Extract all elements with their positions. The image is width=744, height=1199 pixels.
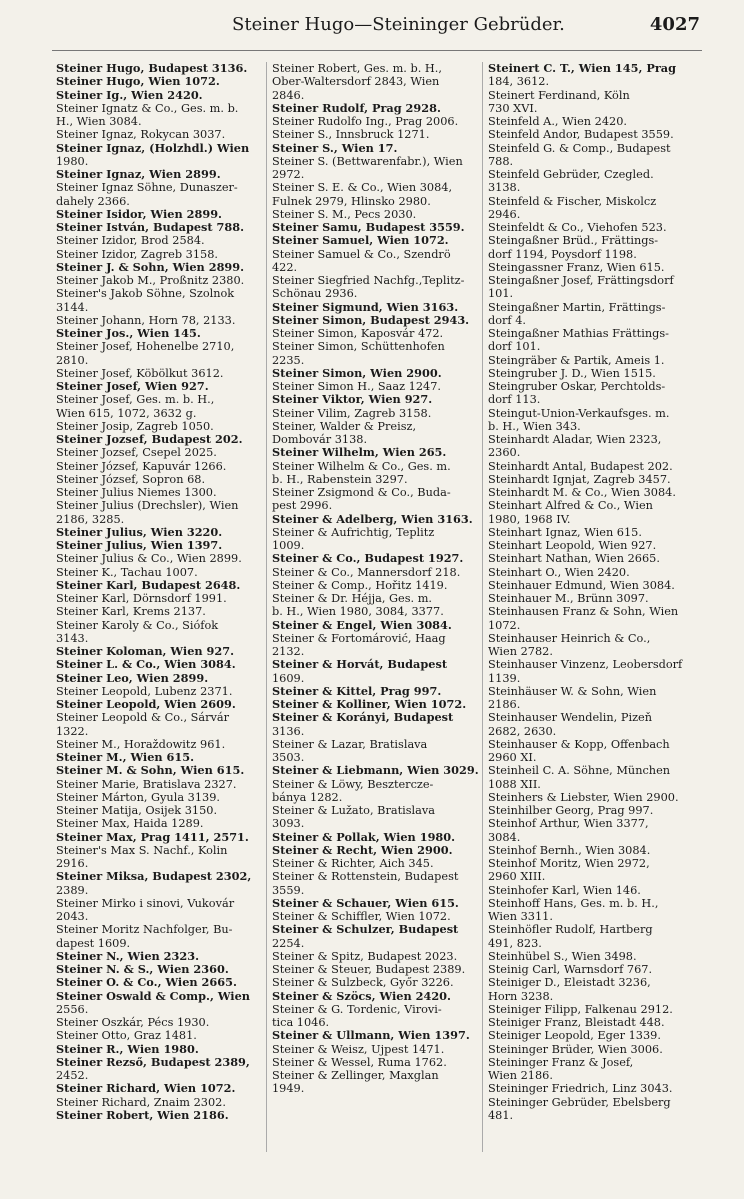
- directory-line: Steiner Marie, Bratislava 2327.: [56, 777, 237, 791]
- directory-line: 1009.: [272, 539, 305, 552]
- directory-line: Steinhäuser W. & Sohn, Wien: [488, 684, 657, 698]
- header-rule: [52, 50, 702, 51]
- directory-line: Steiner & Lužato, Bratislava: [272, 804, 436, 817]
- directory-line: Steiner Siegfried Nachfg.,Teplitz-: [272, 274, 465, 287]
- directory-line: Steiner Wilhelm, Wien 265.: [272, 446, 447, 460]
- directory-line: Steiner & Löwy, Besztercze-: [272, 777, 434, 791]
- directory-line: Steiner József, Sopron 68.: [56, 472, 206, 486]
- directory-line: Steiner Vilim, Zagreb 3158.: [272, 406, 432, 420]
- directory-line: Steiner Robert, Ges. m. b. H.,: [272, 62, 442, 75]
- directory-line: 1980, 1968 IV.: [488, 512, 571, 526]
- directory-line: Steiner & Co., Mannersdorf 218.: [272, 565, 461, 579]
- directory-line: Steingut-Union-Verkaufsges. m.: [488, 406, 670, 420]
- directory-line: Steiner & Spitz, Budapest 2023.: [272, 949, 458, 963]
- directory-line: 2186, 3285.: [56, 512, 125, 526]
- directory-line: 730 XVI.: [488, 101, 538, 115]
- directory-line: Wien 3311.: [488, 910, 553, 923]
- directory-line: Steiner Jozsef, Budapest 202.: [56, 433, 243, 446]
- directory-line: Steinfeld G. & Comp., Budapest: [488, 141, 671, 155]
- directory-line: Steiner & Weisz, Ujpest 1471.: [272, 1042, 445, 1056]
- directory-line: Steiner Ignaz, Rokycan 3037.: [56, 128, 226, 142]
- directory-line: Steiner & Adelberg, Wien 3163.: [272, 512, 473, 526]
- directory-line: Steiner Jozsef, Csepel 2025.: [56, 446, 217, 460]
- directory-line: Steiner Wilhelm & Co., Ges. m.: [272, 459, 451, 473]
- directory-line: Steiner Izidor, Brod 2584.: [56, 234, 205, 248]
- directory-line: Steiner S., Innsbruck 1271.: [272, 128, 430, 142]
- directory-line: Steiner & Horvát, Budapest: [272, 658, 448, 672]
- page-number: 4027: [649, 14, 700, 35]
- directory-line: Steinhart Leopold, Wien 927.: [488, 539, 657, 552]
- directory-line: 184, 3612.: [488, 75, 550, 89]
- directory-line: Steiner & Schiffler, Wien 1072.: [272, 910, 451, 923]
- directory-line: Steinhardt Ignjat, Zagreb 3457.: [488, 472, 671, 486]
- directory-line: Steiner & Fortomárović, Haag: [272, 631, 446, 645]
- directory-line: Steiner Karl, Dörnsdorf 1991.: [56, 592, 227, 605]
- directory-line: Steiner S., Wien 17.: [272, 141, 398, 155]
- directory-line: pest 2996.: [272, 499, 333, 513]
- directory-line: Steiner Ignaz, (Holzhdl.) Wien: [56, 141, 250, 155]
- column-2: [272, 62, 484, 1096]
- directory-line: Steiner Samuel, Wien 1072.: [272, 234, 449, 248]
- directory-line: b. H., Rabenstein 3297.: [272, 472, 408, 486]
- directory-line: b. H., Wien 343.: [488, 419, 581, 433]
- directory-line: 1609.: [272, 671, 305, 685]
- directory-line: Steiner & Wessel, Ruma 1762.: [272, 1055, 447, 1069]
- directory-line: dorf 101.: [488, 340, 541, 354]
- directory-line: Steinhauser Vinzenz, Leobersdorf: [488, 658, 683, 672]
- directory-line: Steinhardt Antal, Budapest 202.: [488, 459, 673, 473]
- directory-line: Steiner Simon, Wien 2900.: [272, 366, 442, 380]
- directory-line: Steiniger Filipp, Falkenau 2912.: [488, 1002, 673, 1016]
- directory-line: Steiner Viktor, Wien 927.: [272, 393, 433, 407]
- directory-line: Steinhauer Edmund, Wien 3084.: [488, 578, 675, 592]
- directory-line: 2186.: [488, 698, 521, 711]
- directory-line: 2682, 2630.: [488, 724, 557, 738]
- directory-line: 2946.: [488, 207, 521, 221]
- directory-line: tica 1046.: [272, 1016, 330, 1029]
- directory-line: Steiner's Jakob Söhne, Szolnok: [56, 287, 235, 301]
- directory-line: 3144.: [56, 300, 89, 314]
- directory-line: Steinfeldt & Co., Viehofen 523.: [488, 221, 667, 234]
- directory-line: 3143.: [56, 631, 89, 645]
- directory-line: Steiner O. & Co., Wien 2665.: [56, 976, 237, 990]
- directory-line: Steiner Karl, Krems 2137.: [56, 605, 206, 619]
- directory-line: Steiner Ignaz Söhne, Dunaszer-: [56, 181, 238, 195]
- directory-line: 2132.: [272, 645, 305, 658]
- directory-line: Steiner Julius, Wien 3220.: [56, 525, 223, 539]
- directory-line: Steiner Leopold & Co., Sárvár: [56, 711, 230, 725]
- directory-line: Steinig Carl, Warnsdorf 767.: [488, 963, 653, 976]
- directory-line: Steiner & Kittel, Prag 997.: [272, 684, 442, 698]
- directory-line: Steiner, Walder & Preisz,: [272, 419, 417, 433]
- directory-line: Steinheil C. A. Söhne, München: [488, 764, 671, 778]
- directory-line: Steiner Izidor, Zagreb 3158.: [56, 247, 218, 261]
- directory-line: dorf 113.: [488, 393, 541, 407]
- directory-line: Steiner Richard, Znaim 2302.: [56, 1095, 226, 1109]
- directory-line: Steiner Josef, Hohenelbe 2710,: [56, 340, 235, 354]
- directory-line: Steingassner Franz, Wien 615.: [488, 260, 665, 274]
- directory-line: Steiner Rezső, Budapest 2389,: [56, 1055, 250, 1069]
- directory-line: Steiner & Engel, Wien 3084.: [272, 618, 452, 632]
- directory-line: 3084.: [488, 830, 521, 844]
- directory-line: Steinhardt Aladar, Wien 2323,: [488, 433, 662, 446]
- directory-line: Steiner Julius Niemes 1300.: [56, 486, 217, 499]
- directory-line: Steiner Hugo, Wien 1072.: [56, 75, 220, 89]
- directory-line: Steiner & Rottenstein, Budapest: [272, 870, 459, 884]
- directory-line: Steinhöfler Rudolf, Hartberg: [488, 923, 653, 937]
- directory-line: Steingruber Oskar, Perchtolds-: [488, 380, 666, 393]
- directory-line: Steiner Rudolf, Prag 2928.: [272, 101, 441, 115]
- directory-line: Steinhart Nathan, Wien 2665.: [488, 552, 660, 566]
- directory-line: Steinhauser Heinrich & Co.,: [488, 631, 651, 645]
- directory-line: Steiner M., Wien 615.: [56, 751, 195, 764]
- directory-line: Steiner Karoly & Co., Siófok: [56, 618, 219, 632]
- directory-line: Steiner Simon, Schüttenhofen: [272, 340, 445, 354]
- column-3: [488, 62, 700, 1122]
- directory-line: 2960 XIII.: [488, 870, 546, 884]
- directory-line: Steinfeld A., Wien 2420.: [488, 115, 628, 128]
- directory-line: Steinhoff Hans, Ges. m. b. H.,: [488, 896, 659, 910]
- directory-line: Steininger Gebrüder, Ebelsberg: [488, 1095, 671, 1109]
- directory-line: Steiner Max, Haida 1289.: [56, 817, 204, 831]
- directory-line: Steiner Johann, Horn 78, 2133.: [56, 313, 236, 327]
- directory-line: Fulnek 2979, Hlinsko 2980.: [272, 194, 431, 208]
- directory-line: Steiner Oszkár, Pécs 1930.: [56, 1016, 210, 1029]
- directory-line: bánya 1282.: [272, 790, 343, 804]
- directory-line: Steiner Jos., Wien 145.: [56, 327, 201, 340]
- directory-line: Steiner Leopold, Lubenz 2371.: [56, 684, 233, 698]
- directory-line: 1949.: [272, 1082, 305, 1096]
- directory-line: Steingruber J. D., Wien 1515.: [488, 366, 656, 380]
- directory-line: Steingaßner Martin, Frättings-: [488, 300, 666, 314]
- directory-line: Steininger Franz & Josef,: [488, 1055, 634, 1069]
- directory-line: Steinhausen Franz & Sohn, Wien: [488, 605, 679, 619]
- directory-line: Steiner L. & Co., Wien 3084.: [56, 658, 236, 672]
- directory-line: 788.: [488, 154, 514, 168]
- directory-line: Steiner & Dr. Héjja, Ges. m.: [272, 592, 433, 605]
- directory-line: Steiner's Max S. Nachf., Kolin: [56, 843, 228, 857]
- directory-line: Steiner & Kolliner, Wien 1072.: [272, 698, 467, 711]
- directory-line: Steiner R., Wien 1980.: [56, 1042, 199, 1056]
- directory-line: Steinhart Ignaz, Wien 615.: [488, 525, 642, 539]
- directory-line: Steiner N. & S., Wien 2360.: [56, 963, 229, 976]
- directory-line: dahely 2366.: [56, 194, 130, 208]
- directory-line: Steiner Sigmund, Wien 3163.: [272, 300, 459, 314]
- directory-line: 2254.: [272, 936, 305, 950]
- directory-line: Steiner Julius, Wien 1397.: [56, 539, 223, 552]
- directory-line: Steininger Friedrich, Linz 3043.: [488, 1082, 673, 1096]
- directory-line: H., Wien 3084.: [56, 115, 142, 128]
- directory-line: Steiner & Lazar, Bratislava: [272, 737, 428, 751]
- directory-line: 3136.: [272, 724, 305, 738]
- directory-line: Steiner & G. Tordenic, Virovi-: [272, 1002, 442, 1016]
- directory-line: Steinhübel S., Wien 3498.: [488, 949, 637, 963]
- directory-line: Steinhauser & Kopp, Offenbach: [488, 737, 670, 751]
- directory-line: Steiner Mirko i sinovi, Vukovár: [56, 896, 235, 910]
- directory-line: Steiner István, Budapest 788.: [56, 221, 245, 234]
- directory-line: Steiner Samuel & Co., Szendrö: [272, 247, 451, 261]
- directory-line: Steiner Simon, Budapest 2943.: [272, 313, 470, 327]
- directory-line: Steinhauer M., Brünn 3097.: [488, 592, 649, 605]
- directory-line: 1322.: [56, 724, 89, 738]
- page-header: [0, 14, 744, 46]
- directory-line: Steininger Brüder, Wien 3006.: [488, 1042, 663, 1056]
- directory-line: Steinhers & Liebster, Wien 2900.: [488, 790, 679, 804]
- directory-line: Steinhof Arthur, Wien 3377,: [488, 817, 649, 831]
- directory-line: Steiner Julius (Drechsler), Wien: [56, 499, 239, 513]
- directory-line: Steiner Isidor, Wien 2899.: [56, 207, 222, 221]
- page-title: Steiner Hugo—Steininger Gebrüder.: [232, 14, 565, 35]
- directory-line: 2556.: [56, 1002, 89, 1016]
- directory-line: Steinfeld Gebrüder, Czegled.: [488, 168, 654, 181]
- directory-line: Steiner Leo, Wien 2899.: [56, 671, 209, 685]
- directory-line: Steiner József, Kapuvár 1266.: [56, 459, 227, 473]
- directory-line: Steinhilber Georg, Prag 997.: [488, 804, 654, 817]
- directory-line: 101.: [488, 287, 514, 301]
- directory-line: Steiner & Co., Budapest 1927.: [272, 552, 464, 566]
- directory-line: Steiner & Liebmann, Wien 3029.: [272, 764, 479, 778]
- directory-line: Steiner Karl, Budapest 2648.: [56, 578, 241, 592]
- directory-line: dapest 1609.: [56, 936, 131, 950]
- directory-line: Steiner Ignaz, Wien 2899.: [56, 168, 221, 181]
- directory-line: Steiner Simon H., Saaz 1247.: [272, 380, 441, 393]
- directory-line: Steinert Ferdinand, Köln: [488, 88, 630, 102]
- directory-line: Steiniger Leopold, Eger 1339.: [488, 1029, 661, 1043]
- directory-line: 3138.: [488, 181, 521, 195]
- directory-line: Steingaßner Mathias Frättings-: [488, 327, 669, 340]
- directory-line: Steinert C. T., Wien 145, Prag: [488, 62, 676, 75]
- directory-line: dorf 4.: [488, 313, 526, 327]
- directory-line: Steiner S. M., Pecs 2030.: [272, 207, 417, 221]
- directory-line: dorf 1194, Poysdorf 1198.: [488, 247, 637, 261]
- directory-line: 2360.: [488, 446, 521, 460]
- directory-line: 491, 823.: [488, 936, 542, 950]
- column-1: [56, 62, 268, 1122]
- directory-line: Steiner M., Horaždowitz 961.: [56, 737, 226, 751]
- directory-line: Steiner & Schauer, Wien 615.: [272, 896, 459, 910]
- directory-line: b. H., Wien 1980, 3084, 3377.: [272, 605, 444, 619]
- directory-line: Steiner M. & Sohn, Wien 615.: [56, 764, 245, 778]
- column-divider: [482, 62, 483, 1152]
- directory-line: Steiner Zsigmond & Co., Buda-: [272, 486, 451, 499]
- directory-line: Steiner N., Wien 2323.: [56, 949, 200, 963]
- directory-line: Steiner Julius & Co., Wien 2899.: [56, 552, 242, 566]
- directory-line: 3559.: [272, 883, 305, 897]
- directory-line: Steiner Josef, Köbölkut 3612.: [56, 366, 224, 380]
- directory-line: Steiner Miksa, Budapest 2302,: [56, 870, 252, 884]
- directory-line: 1088 XII.: [488, 777, 541, 791]
- directory-line: Steiner Richard, Wien 1072.: [56, 1082, 236, 1096]
- directory-line: Steiner Josef, Wien 927.: [56, 380, 209, 393]
- directory-line: Wien 615, 1072, 3632 g.: [56, 406, 197, 420]
- directory-line: Steiner Leopold, Wien 2609.: [56, 698, 236, 711]
- directory-line: Steiner Max, Prag 1411, 2571.: [56, 830, 249, 844]
- directory-line: Dombovár 3138.: [272, 433, 368, 446]
- directory-line: Steiner Robert, Wien 2186.: [56, 1108, 229, 1122]
- directory-line: Steinfeld & Fischer, Miskolcz: [488, 194, 657, 208]
- directory-line: Steingaßner Brüd., Frättings-: [488, 234, 659, 248]
- directory-line: Steiner Márton, Gyula 3139.: [56, 790, 220, 804]
- directory-line: 2235.: [272, 353, 305, 367]
- directory-line: Steingräber & Partik, Ameis 1.: [488, 353, 665, 367]
- directory-line: 2846.: [272, 88, 305, 102]
- directory-line: Steiner S. E. & Co., Wien 3084,: [272, 181, 453, 195]
- directory-line: Steinhofer Karl, Wien 146.: [488, 883, 641, 897]
- directory-line: 1980.: [56, 154, 89, 168]
- directory-line: Steiner & Schulzer, Budapest: [272, 923, 459, 937]
- directory-line: 2389.: [56, 883, 89, 897]
- directory-line: Steiner & Szöcs, Wien 2420.: [272, 989, 451, 1003]
- directory-line: Steiner & Zellinger, Maxglan: [272, 1069, 439, 1082]
- directory-line: Steiner Ig., Wien 2420.: [56, 88, 203, 102]
- directory-line: 2452.: [56, 1069, 89, 1082]
- directory-line: Steiner Koloman, Wien 927.: [56, 645, 235, 658]
- directory-line: 2810.: [56, 353, 89, 367]
- directory-line: Steiner Oswald & Comp., Wien: [56, 989, 250, 1003]
- directory-line: Steiner Simon, Kaposvár 472.: [272, 327, 444, 340]
- directory-line: Steinhardt M. & Co., Wien 3084.: [488, 486, 676, 499]
- directory-line: Steiner Moritz Nachfolger, Bu-: [56, 923, 233, 937]
- directory-line: Steiner Rudolfo Ing., Prag 2006.: [272, 115, 459, 128]
- directory-line: 2972.: [272, 168, 305, 181]
- directory-line: Steiner & Comp., Hořitz 1419.: [272, 578, 448, 592]
- directory-line: Steinhart Alfred & Co., Wien: [488, 499, 653, 513]
- directory-line: Steiner Hugo, Budapest 3136.: [56, 62, 248, 75]
- directory-line: Wien 2782.: [488, 645, 553, 658]
- directory-line: Steiner & Sulzbeck, Győr 3226.: [272, 976, 454, 990]
- column-divider: [266, 62, 267, 1152]
- directory-line: Steiner Josef, Ges. m. b. H.,: [56, 393, 215, 407]
- directory-line: Steinfeld Andor, Budapest 3559.: [488, 128, 674, 142]
- directory-line: Steiner Matija, Osijek 3150.: [56, 804, 218, 817]
- directory-line: Steiner K., Tachau 1007.: [56, 565, 198, 579]
- directory-line: Steiner S. (Bettwarenfabr.), Wien: [272, 154, 463, 168]
- directory-line: 3503.: [272, 751, 305, 764]
- directory-line: Steinhart O., Wien 2420.: [488, 565, 630, 579]
- directory-line: Wien 2186.: [488, 1069, 553, 1082]
- directory-line: Steiner Jakob M., Proßnitz 2380.: [56, 274, 245, 287]
- directory-line: Steiner & Korányi, Budapest: [272, 711, 454, 725]
- directory-line: Steinhauser Wendelin, Pizeň: [488, 711, 652, 725]
- directory-line: 3093.: [272, 817, 305, 831]
- directory-line: 1072.: [488, 618, 521, 632]
- directory-line: Steingaßner Josef, Frättingsdorf: [488, 274, 674, 287]
- directory-line: Steiniger Franz, Bleistadt 448.: [488, 1016, 665, 1029]
- directory-line: Horn 3238.: [488, 989, 554, 1003]
- directory-line: Steinhof Bernh., Wien 3084.: [488, 843, 651, 857]
- directory-line: Steiner & Aufrichtig, Teplitz: [272, 525, 435, 539]
- directory-line: Schönau 2936.: [272, 287, 358, 301]
- directory-line: Steiner & Steuer, Budapest 2389.: [272, 963, 466, 976]
- directory-line: Ober-Waltersdorf 2843, Wien: [272, 75, 440, 89]
- directory-line: Steiner Ignatz & Co., Ges. m. b.: [56, 101, 239, 115]
- directory-line: Steiner Samu, Budapest 3559.: [272, 221, 465, 234]
- directory-line: Steiniger D., Eleistadt 3236,: [488, 976, 651, 990]
- directory-line: Steiner & Recht, Wien 2900.: [272, 843, 453, 857]
- directory-line: Steiner Josip, Zagreb 1050.: [56, 419, 214, 433]
- directory-line: Steinhof Moritz, Wien 2972,: [488, 857, 650, 870]
- directory-line: Steiner Otto, Graz 1481.: [56, 1029, 197, 1043]
- directory-line: 481.: [488, 1108, 514, 1122]
- directory-line: Steiner J. & Sohn, Wien 2899.: [56, 260, 245, 274]
- directory-line: 2043.: [56, 910, 89, 923]
- directory-line: Steiner & Richter, Aich 345.: [272, 857, 434, 870]
- directory-line: 1139.: [488, 671, 521, 685]
- directory-line: 2960 XI.: [488, 751, 537, 764]
- directory-line: 2916.: [56, 857, 89, 870]
- directory-line: Steiner & Ullmann, Wien 1397.: [272, 1029, 470, 1043]
- directory-line: 422.: [272, 260, 298, 274]
- directory-line: Steiner & Pollak, Wien 1980.: [272, 830, 456, 844]
